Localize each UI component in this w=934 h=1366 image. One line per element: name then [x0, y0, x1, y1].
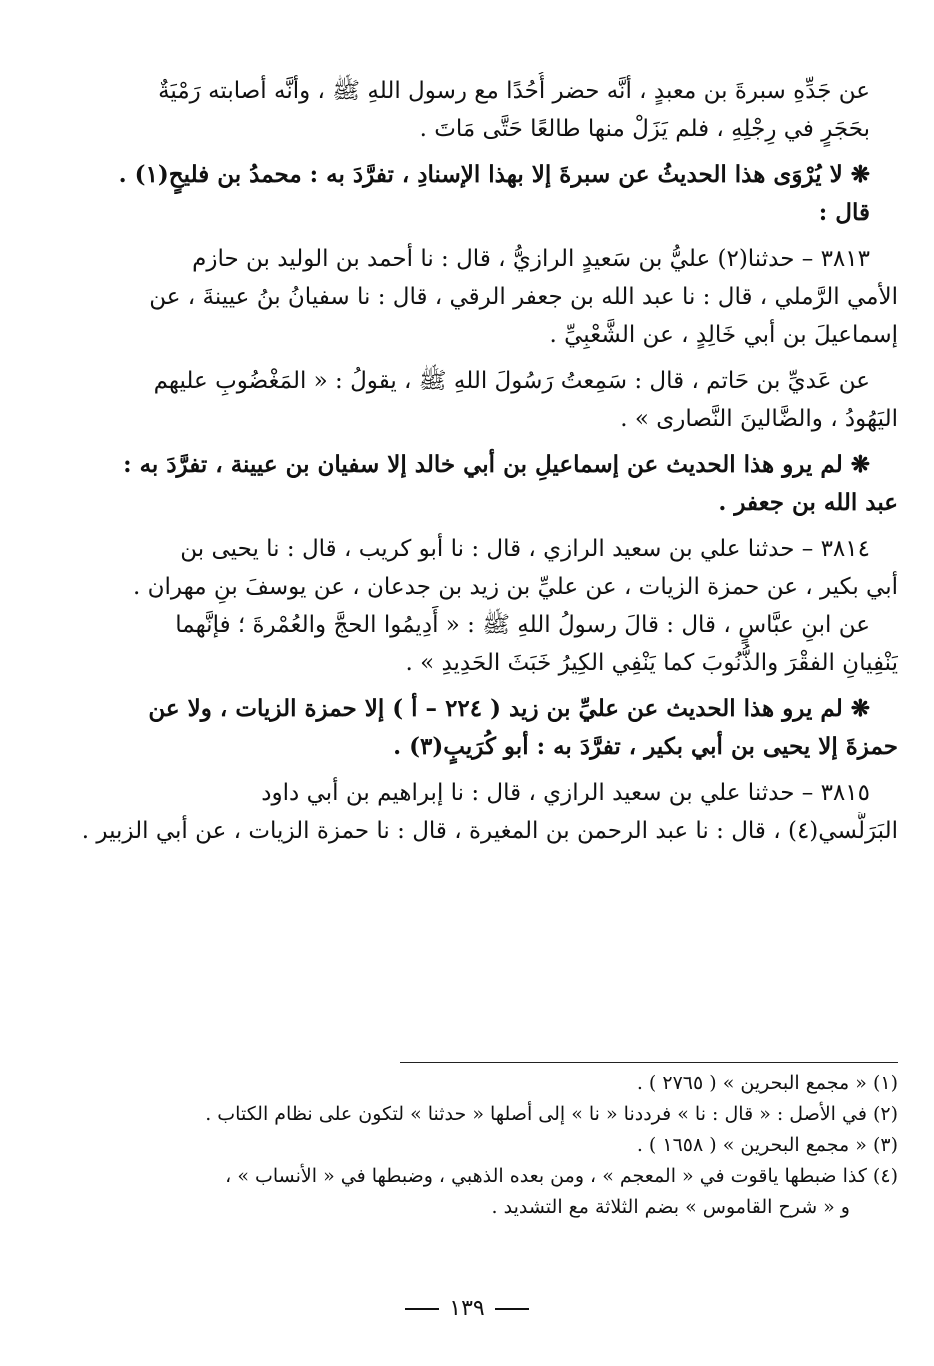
footnote-2: (٢) في الأصل : « قال : نا » فرددنا « نا » إلى أصلها « حدثنا » لتكون على نظام الكتاب .: [205, 1103, 898, 1125]
commentary-paragraph: [78, 156, 898, 232]
page-number-text: ١٣٩: [449, 1296, 485, 1321]
footnote-4-continued: و « شرح القاموس » بضم الثلاثة مع التشديد .: [491, 1196, 850, 1218]
text-line: البَرَلُّسي(٤) ، قال : نا عبد الرحمن بن المغيرة ، قال : نا حمزة الزيات ، عن أبي الزبير .: [81, 818, 898, 844]
footnote-divider: [400, 1062, 898, 1063]
text-line: عن جَدِّهِ سبرةَ بن معبدٍ ، أنَّه حضر أُحُدًا مع رسول اللهِ ﷺ ، وأنَّه أصابته رَمْيَةٌ: [158, 78, 870, 104]
text-line: اليَهُودُ ، والضَّالينَ النَّصارى » .: [620, 406, 898, 432]
commentary-paragraph: [78, 690, 898, 766]
text-line: ٣٨١٥ – حدثنا علي بن سعيد الرازي ، قال : نا إبراهيم بن أبي داود: [261, 780, 870, 806]
text-line: حمزةَ إلا يحيى بن أبي بكير ، تفرَّدَ به : أبو كُرَيبٍ(٣) .: [393, 733, 898, 760]
body-text: [78, 72, 898, 850]
text-line: قال :: [818, 199, 870, 226]
text-line: إسماعيلَ بن أبي خَالِدٍ ، عن الشَّعْبِيِّ .: [549, 322, 898, 348]
text-line: عبد الله بن جعفر .: [718, 489, 898, 516]
footnotes: [78, 1068, 898, 1223]
hadith-3813-paragraph: [78, 240, 898, 354]
hadith-text-paragraph: [78, 72, 898, 148]
hadith-3815-paragraph: [78, 774, 898, 850]
text-line: ٣٨١٣ – حدثنا(٢) عليُّ بن سَعيدٍ الرازيُّ ، قال : نا أحمد بن الوليد بن حازم: [192, 246, 870, 272]
hadith-text-paragraph: [78, 606, 898, 682]
text-line: بحَجَرٍ في رِجْلِهِ ، فلم يَزَلْ منها طالعًا حَتَّى مَاتَ .: [419, 116, 870, 142]
text-line: أبي بكير ، عن حمزة الزيات ، عن عليِّ بن زيد بن جدعان ، عن يوسفَ بنِ مهران .: [133, 574, 898, 600]
footnote-4: (٤) كذا ضبطها ياقوت في « المعجم » ، ومن بعده الذهبي ، وضبطها في « الأنساب » ،: [225, 1165, 898, 1187]
text-line: الأمي الرَّملي ، قال : نا عبد الله بن جعفر الرقي ، قال : نا سفيانُ بنُ عيينةَ ، عن: [149, 284, 898, 310]
text-line: عن ابنِ عبَّاسٍ ، قال : قالَ رسولُ اللهِ ﷺ : « أَدِيمُوا الحجَّ والعُمْرةَ ؛ فإنَّهما: [175, 612, 870, 638]
text-line: يَنْفِيانِ الفقْرَ والذُّنُوبَ كما يَنْفِي الكِيرُ خَبَثَ الحَدِيدِ » .: [405, 650, 898, 676]
text-line: ❋ لا يُرْوَى هذا الحديثُ عن سبرةَ إلا بهذا الإسنادِ ، تفرَّدَ به : محمدُ بن فليحٍ(١) .: [118, 161, 870, 188]
page-number: [0, 1296, 934, 1321]
hadith-3814-paragraph: [78, 530, 898, 606]
text-line: ٣٨١٤ – حدثنا علي بن سعيد الرازي ، قال : نا أبو كريب ، قال : نا يحيى بن: [180, 536, 870, 562]
footnote-3: (٣) « مجمع البحرين » ( ١٦٥٨ ) .: [636, 1134, 898, 1156]
commentary-paragraph: [78, 446, 898, 522]
text-line: ❋ لم يرو هذا الحديث عن إسماعيلِ بن أبي خالد إلا سفيان بن عيينة ، تفرَّدَ به :: [123, 451, 870, 478]
footnote-1: (١) « مجمع البحرين » ( ٢٧٦٥ ) .: [636, 1072, 898, 1094]
text-line: عن عَديِّ بن حَاتم ، قال : سَمِعتُ رَسُولَ اللهِ ﷺ ، يقولُ : « المَغْضُوبِ عليهم: [153, 368, 870, 394]
text-line: ❋ لم يرو هذا الحديث عن عليِّ بن زيد ( ٢٢٤ – أ ) إلا حمزة الزيات ، ولا عن: [148, 695, 870, 722]
hadith-text-paragraph: [78, 362, 898, 438]
